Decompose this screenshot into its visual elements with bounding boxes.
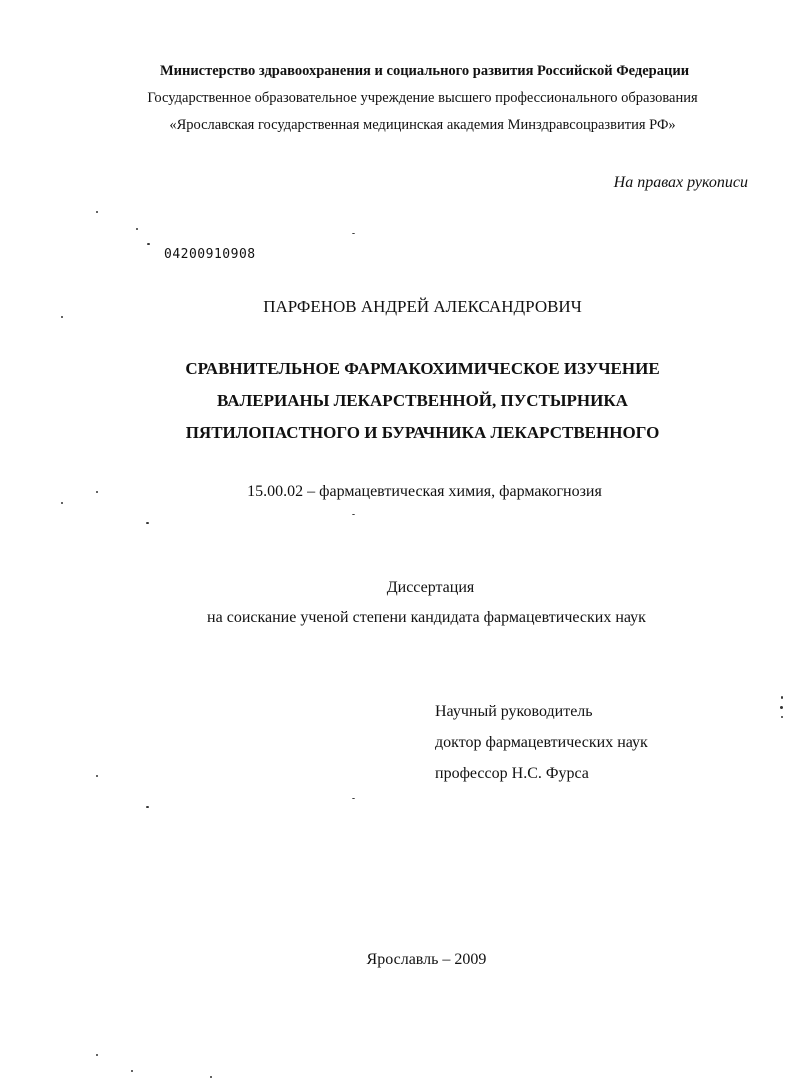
scan-speck	[781, 696, 783, 699]
scan-speck	[352, 514, 355, 515]
academy-name: «Ярославская государственная медицинская академия Минздравсоцразвития РФ»	[169, 117, 676, 133]
scan-speck	[61, 502, 63, 504]
supervisor-degree: доктор фармацевтических наук	[435, 734, 648, 751]
scan-speck	[131, 1070, 133, 1072]
scan-speck	[61, 316, 63, 318]
scan-speck	[136, 228, 138, 230]
city-year: Ярославль – 2009	[366, 951, 487, 968]
supervisor-name: профессор Н.С. Фурса	[435, 765, 589, 782]
scan-speck	[96, 775, 98, 777]
scan-speck	[352, 798, 355, 799]
scan-speck	[352, 233, 355, 234]
supervisor-role: Научный руководитель	[435, 703, 593, 720]
ministry-name: Министерство здравоохранения и социального развития Российской Федерации	[159, 63, 690, 79]
document-type: Диссертация	[386, 579, 475, 596]
scan-speck	[96, 491, 98, 493]
title-line-2: ВАЛЕРИАНЫ ЛЕКАРСТВЕННОЙ, ПУСТЫРНИКА	[217, 391, 628, 410]
author-name: ПАРФЕНОВ АНДРЕЙ АЛЕКСАНДРОВИЧ	[263, 297, 582, 316]
title-line-3: ПЯТИЛОПАСТНОГО И БУРАЧНИКА ЛЕКАРСТВЕННОГО	[185, 423, 660, 442]
scan-speck	[210, 1076, 212, 1078]
registration-number: 04200910908	[164, 247, 256, 262]
degree-sought: на соискание ученой степени кандидата фармацевтических наук	[207, 609, 646, 626]
title-line-1: СРАВНИТЕЛЬНОЕ ФАРМАКОХИМИЧЕСКОЕ ИЗУЧЕНИЕ	[185, 359, 660, 378]
manuscript-note: На правах рукописи	[613, 174, 748, 191]
scan-speck	[96, 1054, 98, 1056]
scan-speck	[780, 706, 783, 709]
specialty-code: 15.00.02 – фармацевтическая химия, фармакогнозия	[247, 483, 602, 500]
scan-speck	[146, 522, 149, 524]
institution-name: Государственное образовательное учреждение высшего профессионального образования	[147, 90, 698, 106]
scan-speck	[147, 243, 150, 245]
scan-speck	[146, 806, 149, 808]
scan-speck	[781, 716, 783, 718]
scan-speck	[96, 211, 98, 213]
